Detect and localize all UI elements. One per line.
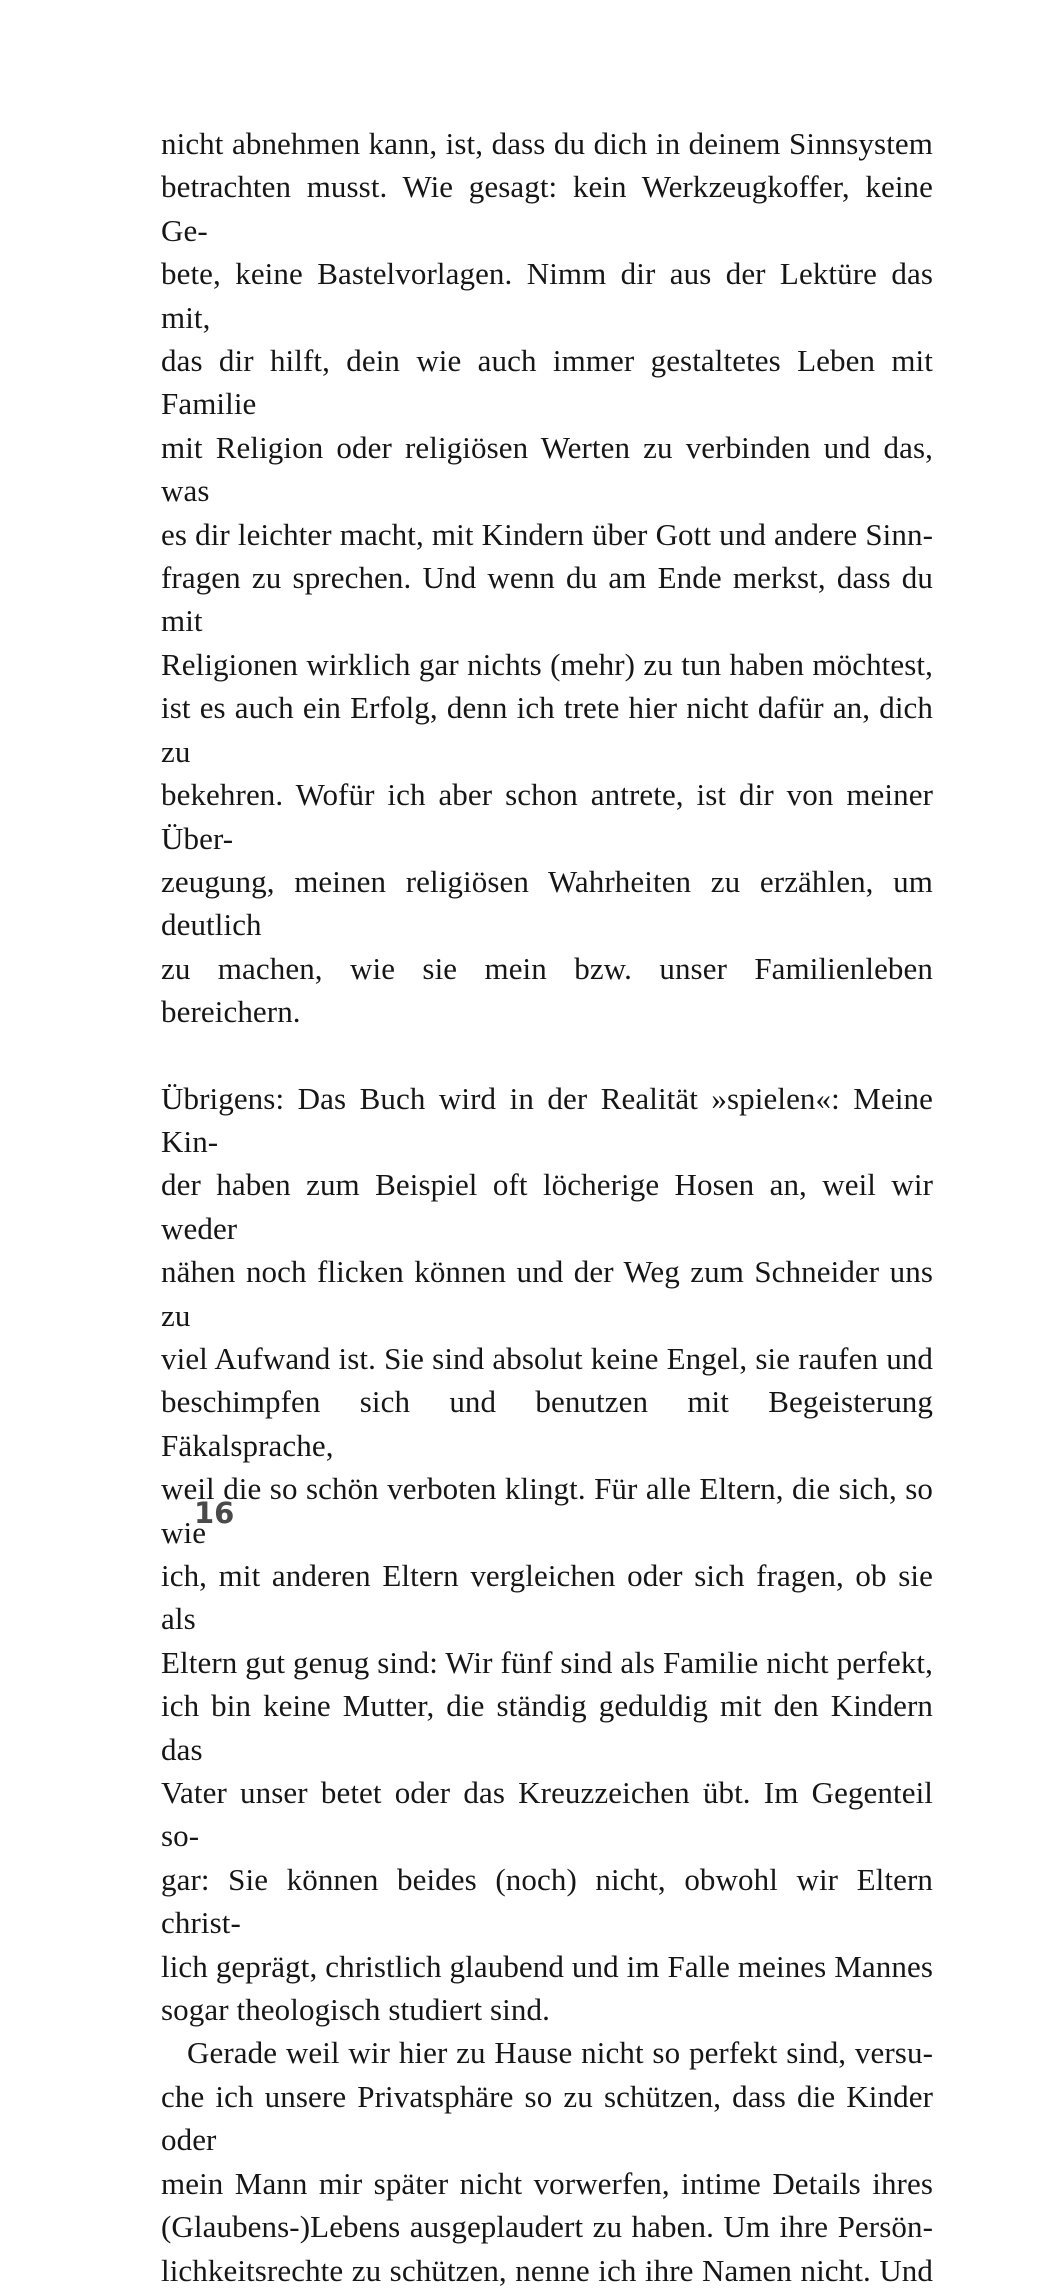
text-line: Vater unser betet oder das Kreuzzeichen übt. Im Gegenteil so- (161, 1775, 933, 1854)
text-line: nähen noch flicken können und der Weg zum Schneider uns zu (161, 1254, 933, 1333)
text-line: das dir hilft, dein wie auch immer gestaltetes Leben mit Familie (161, 343, 933, 422)
text-line: fragen zu sprechen. Und wenn du am Ende merkst, dass du mit (161, 560, 933, 639)
paragraph (161, 2031, 933, 2291)
text-line: ist es auch ein Erfolg, denn ich trete hier nicht dafür an, dich zu (161, 690, 933, 769)
text-line: lichkeitsrechte zu schützen, nenne ich ihre Namen nicht. Und (161, 2252, 933, 2288)
text-line: ich, mit anderen Eltern vergleichen oder sich fragen, ob sie als (161, 1558, 933, 1637)
text-line: nicht abnehmen kann, ist, dass du dich in deinem Sinnsystem (161, 126, 933, 161)
text-line: zu machen, wie sie mein bzw. unser Familienleben bereichern. (161, 950, 933, 1030)
text-line: Gerade weil wir hier zu Hause nicht so perfekt sind, versu- (187, 2035, 933, 2071)
paragraph (161, 1077, 933, 2032)
text-line: ich bin keine Mutter, die ständig geduldig mit den Kindern das (161, 1688, 933, 1767)
text-line: Eltern gut genug sind: Wir fünf sind als Familie nicht perfekt, (161, 1644, 933, 1680)
paragraph (161, 122, 933, 1034)
text-line: viel Aufwand ist. Sie sind absolut keine Engel, sie raufen und (161, 1340, 933, 1376)
text-line: Religionen wirklich gar nichts (mehr) zu tun haben möchtest, (161, 646, 933, 682)
text-line: weil die so schön verboten klingt. Für alle Eltern, die sich, so wie (161, 1471, 933, 1550)
text-line: der haben zum Beispiel oft löcherige Hosen an, weil wir weder (161, 1167, 933, 1246)
text-line: betrachten musst. Wie gesagt: kein Werkzeugkoffer, keine Ge- (161, 169, 933, 248)
text-line: sogar theologisch studiert sind. (161, 1992, 550, 2028)
text-line: bete, keine Bastelvorlagen. Nimm dir aus der Lektüre das mit, (161, 256, 933, 335)
text-line: Übrigens: Das Buch wird in der Realität »spielen«: Meine Kin- (161, 1080, 933, 1159)
text-line: zeugung, meinen religiösen Wahrheiten zu erzählen, um deutlich (161, 863, 933, 943)
text-line: mit Religion oder religiösen Werten zu verbinden und das, was (161, 429, 933, 509)
text-line: gar: Sie können beides (noch) nicht, obwohl wir Eltern christ- (161, 1861, 933, 1941)
text-line: lich geprägt, christlich glaubend und im Falle meines Mannes (161, 1948, 933, 1984)
page-number: 16 (194, 1496, 235, 1530)
text-line: (Glaubens-)Lebens ausgeplaudert zu haben. Um ihre Persön- (161, 2209, 933, 2245)
text-line: beschimpfen sich und benutzen mit Begeisterung Fäkalsprache, (161, 1384, 933, 1463)
text-line: bekehren. Wofür ich aber schon antrete, ist dir von meiner Über- (161, 777, 933, 856)
text-line: che ich unsere Privatsphäre so zu schützen, dass die Kinder oder (161, 2078, 933, 2158)
text-line: es dir leichter macht, mit Kindern über Gott und andere Sinn- (161, 516, 933, 552)
text-line: mein Mann mir später nicht vorwerfen, intime Details ihres (161, 2165, 933, 2201)
body-text (161, 122, 933, 2292)
